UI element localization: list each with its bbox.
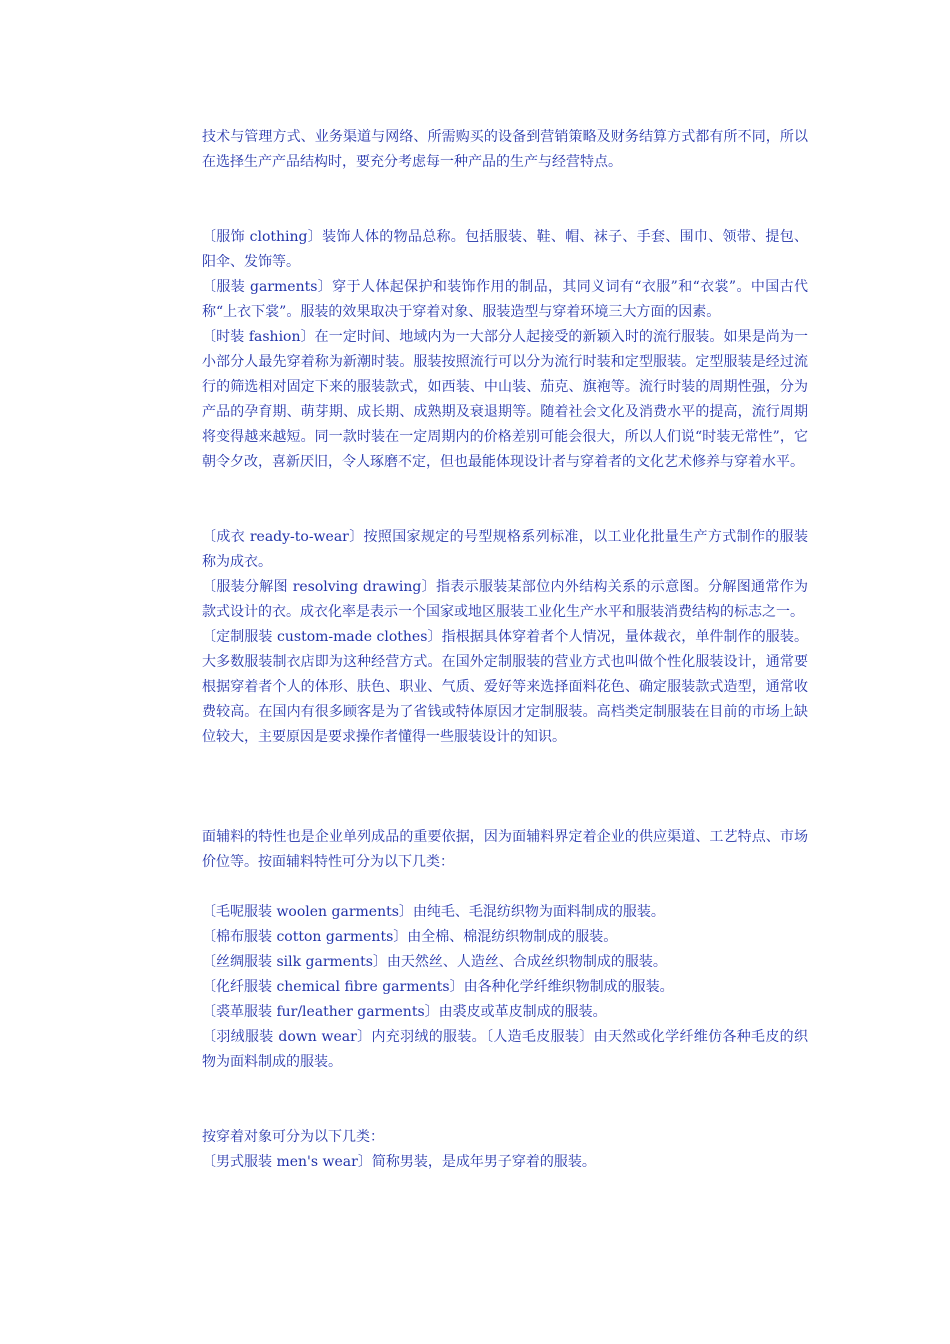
paragraph-resolving-drawing: 〔服装分解图 resolving drawing〕指表示服装某部位内外结构关系的示意图。分解图通常作为款式设计的衣。成衣化率是表示一个国家或地区服装工业化生产水平和服装消费结构的标志之一。 (202, 579, 808, 620)
paragraph-woolen: 〔毛呢服装 woolen garments〕由纯毛、毛混纺织物为面料制成的服装。 (202, 904, 665, 920)
paragraph-clothing: 〔服饰 clothing〕装饰人体的物品总称。包括服装、鞋、帽、袜子、手套、围巾、领带、提包、阳伞、发饰等。 (202, 229, 808, 270)
paragraph-fur-leather: 〔裘革服装 fur/leather garments〕由裘皮或革皮制成的服装。 (202, 1004, 607, 1020)
paragraph-mens-wear: 〔男式服装 men's wear〕简称男装，是成年男子穿着的服装。 (202, 1154, 596, 1170)
spacer (202, 875, 808, 900)
paragraph-wearer-intro: 按穿着对象可分为以下几类： (202, 1129, 384, 1145)
paragraph-chemical-fibre: 〔化纤服装 chemical fibre garments〕由各种化学纤维织物制成的服装。 (202, 979, 674, 995)
paragraph-garments: 〔服装 garments〕穿于人体起保护和装饰作用的制品，其同义词有“衣服”和“衣裳”。中国古代称“上衣下裳”。服装的效果取决于穿着对象、服装造型与穿着环境三大方面的因素。 (202, 279, 808, 320)
paragraph-intro: 技术与管理方式、业务渠道与网络、所需购买的设备到营销策略及财务结算方式都有所不同，所以在选择生产产品结构时，要充分考虑每一种产品的生产与经营特点。 (202, 129, 808, 170)
spacer (202, 750, 808, 825)
spacer (202, 175, 808, 225)
paragraph-fabric-intro: 面辅料的特性也是企业单列成品的重要依据，因为面辅料界定着企业的供应渠道、工艺特点、市场价位等。按面辅料特性可分为以下几类： (202, 829, 808, 870)
spacer (202, 475, 808, 525)
spacer (202, 1075, 808, 1125)
document-body (202, 125, 808, 1175)
paragraph-custom-made: 〔定制服装 custom-made clothes〕指根据具体穿着者个人情况，量体裁衣，单件制作的服装。大多数服装制衣店即为这种经营方式。在国外定制服装的营业方式也叫做个性化服装设计，通常要根据穿着者个人的体形、肤色、职业、气质、爱好等来选择面料花色、确定服装款式造型，通常收费较高。在国内有很多顾客是为了省钱或特体原因才定制服装。高档类定制服装在目前的市场上缺位较大，主要原因是要求操作者懂得一些服装设计的知识。 (202, 629, 808, 745)
paragraph-silk: 〔丝绸服装 silk garments〕由天然丝、人造丝、合成丝织物制成的服装。 (202, 954, 667, 970)
paragraph-ready-to-wear: 〔成衣 ready-to-wear〕按照国家规定的号型规格系列标准，以工业化批量生产方式制作的服装称为成衣。 (202, 529, 808, 570)
paragraph-down-wear: 〔羽绒服装 down wear〕内充羽绒的服装。〔人造毛皮服装〕由天然或化学纤维仿各种毛皮的织物为面料制成的服装。 (202, 1029, 808, 1070)
paragraph-cotton: 〔棉布服装 cotton garments〕由全棉、棉混纺织物制成的服装。 (202, 929, 618, 945)
paragraph-fashion: 〔时装 fashion〕在一定时间、地域内为一大部分人起接受的新颖入时的流行服装。如果是尚为一小部分人最先穿着称为新潮时装。服装按照流行可以分为流行时装和定型服装。定型服装是经过流行的筛选相对固定下来的服装款式，如西装、中山装、茄克、旗袍等。流行时装的周期性强，分为产品的孕育期、萌芽期、成长期、成熟期及衰退期等。随着社会文化及消费水平的提高，流行周期将变得越来越短。同一款时装在一定周期内的价格差别可能会很大，所以人们说“时装无常性”，它朝令夕改，喜新厌旧，令人琢磨不定，但也最能体现设计者与穿着者的文化艺术修养与穿着水平。 (202, 329, 808, 470)
